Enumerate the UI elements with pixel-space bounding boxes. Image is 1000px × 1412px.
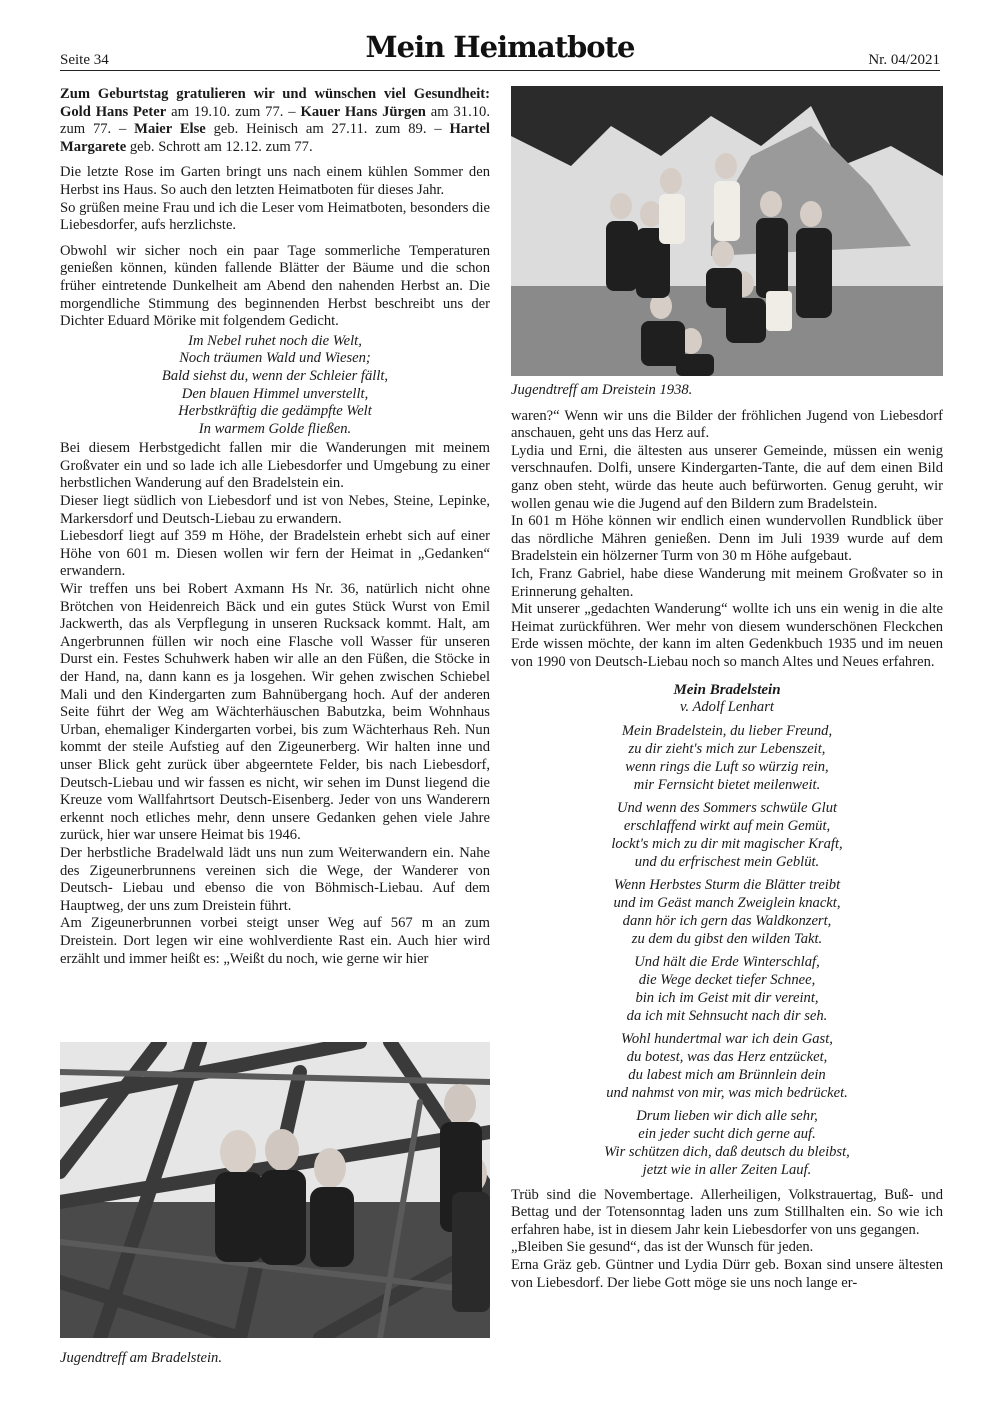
birthday-name: Gold Hans Peter <box>60 103 167 120</box>
page-number: Seite 34 <box>60 52 109 68</box>
poem-line: Wir schützen dich, daß deutsch du bleibst, <box>604 1143 850 1160</box>
poem-line: Und hält die Erde Winterschlaf, <box>634 953 820 970</box>
photo-dreistein-1938 <box>511 86 943 376</box>
poem-line: Den blauen Himmel unverstellt, <box>181 385 369 402</box>
paragraph-walk-forest: Der herbstliche Bradelwald lädt uns nun zum Weiterwandern ein. Nahe des Zigeunerbrunnens vereinen sich die Wege, der Wanderer von Deutsch- Liebau und ebenso die von Böhmisch-Liebau. Auf dem Hauptweg, der uns zum Dreistein führt. <box>60 844 490 914</box>
poem-line: jetzt wie in aller Zeiten Lauf. <box>642 1161 812 1178</box>
poem-line: Drum lieben wir dich alle sehr, <box>636 1107 818 1124</box>
poem-stanza <box>511 1107 943 1179</box>
paragraph-rose: Die letzte Rose im Garten bringt uns nach einem kühlen Sommer den Herbst ins Haus. So auch den letzten Heimatboten für dieses Jahr. <box>60 164 490 198</box>
poem-line: Mein Bradelstein, du lieber Freund, <box>621 722 833 739</box>
birthday-intro: Zum Geburtstag gratulieren wir und wünschen viel Gesundheit: <box>60 86 490 102</box>
poem-title: Mein Bradelstein <box>673 681 781 698</box>
poem-line: zu dem du gibst den wilden Takt. <box>631 930 823 947</box>
poem-line: In warmem Golde fließen. <box>198 420 352 437</box>
photo-bradelstein-image <box>60 1042 490 1338</box>
poem-line: ein jeder sucht dich gerne auf. <box>638 1125 816 1142</box>
paragraph-walk-height: Liebesdorf liegt auf 359 m Höhe, der Bradelstein erhebt sich auf einer Höhe von 601 m. Diesen wollen wir fern der Heimat in „Gedanken“ erwandern. <box>60 528 490 580</box>
poem-line: Noch träumen Wald und Wiesen; <box>179 350 371 367</box>
birthday-name: Kauer Hans Jürgen <box>300 103 426 120</box>
birthday-paragraph <box>60 86 490 156</box>
poem-stanza <box>511 876 943 948</box>
poem-line: Herbstkräftig die gedämpfte Welt <box>178 403 372 420</box>
moerike-poem <box>60 333 490 439</box>
page-header <box>60 30 940 71</box>
poem-line: da ich mit Sehnsucht nach dir seh. <box>626 1007 828 1024</box>
poem-line: Im Nebel ruhet noch die Welt, <box>188 332 362 349</box>
poem-line: erschlaffend wirkt auf mein Gemüt, <box>623 817 831 834</box>
birthday-name: Hartel Margarete <box>60 121 490 155</box>
poem-line: mir Fernsicht bietet meilenweit. <box>633 776 821 793</box>
birthday-detail: am 19.10. zum 77. – <box>166 103 301 120</box>
bradelstein-poem <box>511 682 943 1179</box>
poem-line: du botest, was das Herz entzücket, <box>626 1048 828 1065</box>
poem-line: Wenn Herbstes Sturm die Blätter treibt <box>613 876 841 893</box>
right-column <box>511 86 943 1292</box>
paragraph-author: Ich, Franz Gabriel, habe diese Wanderung mit meinem Großvater so in Erinnerung gehalten. <box>511 565 943 600</box>
poem-stanza <box>511 722 943 794</box>
poem-line: und nahmst von mir, was mich bedrücket. <box>606 1084 848 1101</box>
poem-line: und im Geäst manch Zweiglein knackt, <box>613 894 841 911</box>
paragraph-walk-route: Wir treffen uns bei Robert Axmann Hs Nr. 36, natürlich nicht ohne Brötchen von Heidenreich Bäck und ein gutes Stück Wurst von Emil Jackwerth, das als Verpflegung in unseren Rucksack kommt. Halt, am Angerbrunnen füllen wir noch eine Flasche voll Wasser für unseren Durst ein. Festes Schuhwerk haben wir alle an den Füßen, die Stöcke in der Hand, na, dann kann es ja losgehen. Wir gehen zwischen Schiebel Mali und den Kindergarten zum Bahnübergang hoch. Auf der anderen Seite führt der Weg am Wächterhäuschen Babutzka, beim Wohnhaus Urban, ehemaliger Kindergarten vorbei, bis zum Wächterhaus Reh. Nun kommt der steile Aufstieg auf den Zigeunerberg. Wir halten inne und unser Blick geht zurück über abgeerntete Felder, bis nach Liebesdorf, Deutsch-Liebau und wir fassen es nicht, wir sehen im Dunst liegend die Kreuze vom Wallfahrtsort Deutsch-Eisenberg. Jeder von uns Wanderern erkennt noch etliches mehr, denn unsere Gedanken gehen viele Jahre zurück, hier war unsere Heimat bis 1946. <box>60 581 490 844</box>
paragraph-autumn: Obwohl wir sicher noch ein paar Tage sommerliche Temperaturen genießen können, künden fallende Blätter der Bäume und die schon früher eintretende Dunkelheit am Abend den nahenden Herbst an. Die morgendliche Stimmung des beginnenden Herbst beschreibt uns der Dichter Eduard Mörike mit folgendem Gedicht. <box>60 242 490 330</box>
left-column <box>60 86 490 968</box>
poem-stanza <box>511 1030 943 1102</box>
poem-line: und du erfrischest mein Geblüt. <box>634 853 820 870</box>
poem-line: Und wenn des Sommers schwüle Glut <box>616 799 838 816</box>
birthday-detail: am 31.10. zum 77. – <box>60 103 490 138</box>
paragraph-wish: „Bleiben Sie gesund“, das ist der Wunsch für jeden. <box>511 1239 814 1256</box>
paragraph-lydia-erni: Lydia und Erni, die ältesten aus unserer Gemeinde, müssen ein wenig verschnaufen. Dolfi, unsere Kindergarten-Tante, die auf dem einen Bild ganz oben steht, würde das heute auch befürworten. Genug geruht, wir wollen genau wie die Jugend auf den Bildern zum Bradelstein. <box>511 442 943 512</box>
poem-line: lockt's mich zu dir mit magischer Kraft, <box>611 835 843 852</box>
poem-line: wenn rings die Luft so würzig rein, <box>625 758 829 775</box>
masthead-logo: Mein Heimatbote <box>365 30 635 64</box>
birthday-detail: geb. Heinisch am 27.11. zum 89. – <box>205 121 450 138</box>
poem-line: bin ich im Geist mit dir vereint, <box>635 989 819 1006</box>
caption-bradelstein: Jugendtreff am Bradelstein. <box>60 1350 222 1366</box>
poem-line: du labest mich am Brünnlein dein <box>628 1066 826 1083</box>
photo-bradelstein-tower <box>60 1042 490 1338</box>
paragraph-gedenkbuch: Mit unserer „gedachten Wanderung“ wollte ich uns ein wenig in die alte Heimat zurückführen. Wer mehr von diesem wunderschönen Fleckchen Erde wissen möchte, der kann im alten Gedenkbuch 1935 und im neuen von 1990 von Deutsch-Liebau noch so manch Altes und Neues erfahren. <box>511 601 943 670</box>
poem-line: Bald siehst du, wenn der Schleier fällt, <box>161 367 389 384</box>
issue-number: Nr. 04/2021 <box>868 52 940 68</box>
poem-stanza <box>511 953 943 1025</box>
paragraph-november: Trüb sind die Novembertage. Allerheiligen, Volkstrauertag, Buß- und Bettag und der Totensonntag laden uns zum Stillhalten ein. So wie ich erfahren habe, ist in diesem Jahr kein Liebesdorfer von uns gegangen. <box>511 1186 943 1238</box>
paragraph-greeting: So grüßen meine Frau und ich die Leser vom Heimatboten, besonders die Liebesdorfer, aufs herzlichste. <box>60 199 490 234</box>
poem-line: dann hör ich gern das Waldkonzert, <box>622 912 832 929</box>
poem-line: die Wege decket tiefer Schnee, <box>638 971 816 988</box>
caption-dreistein: Jugendtreff am Dreistein 1938. <box>511 382 693 398</box>
paragraph-walk-location: Dieser liegt südlich von Liebesdorf und ist von Nebes, Steine, Lepinke, Markersdorf und Deutsch-Liebau zu erwandern. <box>60 493 490 527</box>
poem-line: zu dir zieht's mich zur Lebenszeit, <box>628 740 826 757</box>
poem-stanza <box>511 799 943 871</box>
paragraph-walk-dreistein: Am Zigeunerbrunnen vorbei steigt unser Weg auf 567 m an zum Dreistein. Dort legen wir eine wohlverdiente Rast ein. Auch hier wird erzählt und immer heißt es: „Weißt du noch, wie gerne wir hier <box>60 915 490 967</box>
birthday-detail: geb. Schrott am 12.12. zum 77. <box>126 138 313 155</box>
paragraph-oldest: Erna Gräz geb. Güntner und Lydia Dürr geb. Boxan sind unsere ältesten von Liebesdorf. Der liebe Gott möge sie uns noch lange er- <box>511 1257 943 1291</box>
paragraph-youth: waren?“ Wenn wir uns die Bilder der fröhlichen Jugend von Liebesdorf anschauen, geht uns das Herz auf. <box>511 407 943 442</box>
birthday-name: Maier Else <box>134 121 206 138</box>
paragraph-walk-intro: Bei diesem Herbstgedicht fallen mir die Wanderungen mit meinem Großvater ein und so lade ich alle Liebesdorfer und Umgebung zu einer herbstlichen Wanderung auf den Bradelstein ein. <box>60 440 490 492</box>
poem-line: Wohl hundertmal war ich dein Gast, <box>621 1030 833 1047</box>
paragraph-rundblick: In 601 m Höhe können wir endlich einen wundervollen Rundblick über das nördliche Mähren genießen. Denn im Juli 1939 wurde auf dem Bradelstein ein hölzerner Turm von 30 m Höhe aufgebaut. <box>511 513 943 565</box>
photo-dreistein-image <box>511 86 943 376</box>
poem-author: v. Adolf Lenhart <box>680 699 774 716</box>
